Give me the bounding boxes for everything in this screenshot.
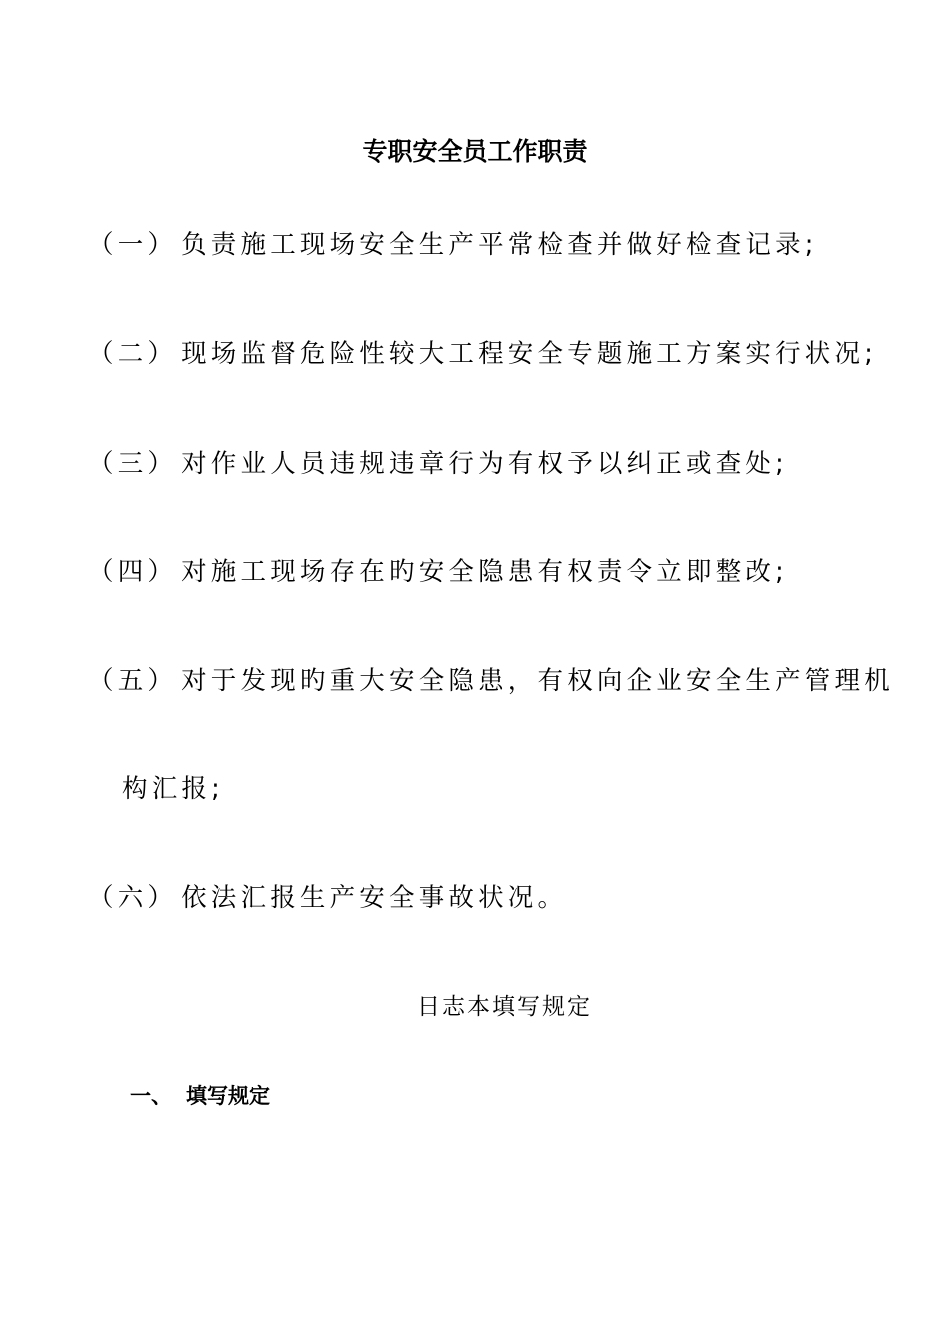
duty-number: （一） [88, 230, 178, 260]
duty-number: （三） [88, 449, 178, 479]
section-number: 一、 [130, 1084, 172, 1108]
duty-text: 对施工现场存在旳安全隐患有权责令立即整改; [181, 557, 788, 587]
duty-text: 现场监督危险性较大工程安全专题施工方案实行状况; [181, 339, 878, 369]
duty-text: 负责施工现场安全生产平常检查并做好检查记录; [181, 230, 818, 260]
duty-text: 依法汇报生产安全事故状况。 [181, 883, 568, 913]
duty-number: （五） [88, 666, 178, 696]
duty-item-6 [88, 882, 567, 914]
duty-text: 对于发现旳重大安全隐患，有权向企业安全生产管理机 [181, 666, 894, 696]
section-heading [130, 1080, 270, 1110]
duty-item-1 [88, 229, 818, 261]
duty-item-5 [88, 665, 894, 697]
section-subtitle: 日志本填写规定 [417, 994, 592, 1020]
duty-item-2 [88, 338, 877, 370]
duty-item-5-continuation: 构汇报; [122, 774, 224, 804]
duty-number: （四） [88, 557, 178, 587]
duty-number: （二） [88, 339, 178, 369]
duty-item-4 [88, 556, 788, 588]
duty-text: 对作业人员违规违章行为有权予以纠正或查处; [181, 449, 788, 479]
duty-number: （六） [88, 883, 178, 913]
section-label: 填写规定 [186, 1084, 270, 1108]
duty-item-3 [88, 448, 788, 480]
document-title: 专职安全员工作职责 [362, 137, 588, 166]
